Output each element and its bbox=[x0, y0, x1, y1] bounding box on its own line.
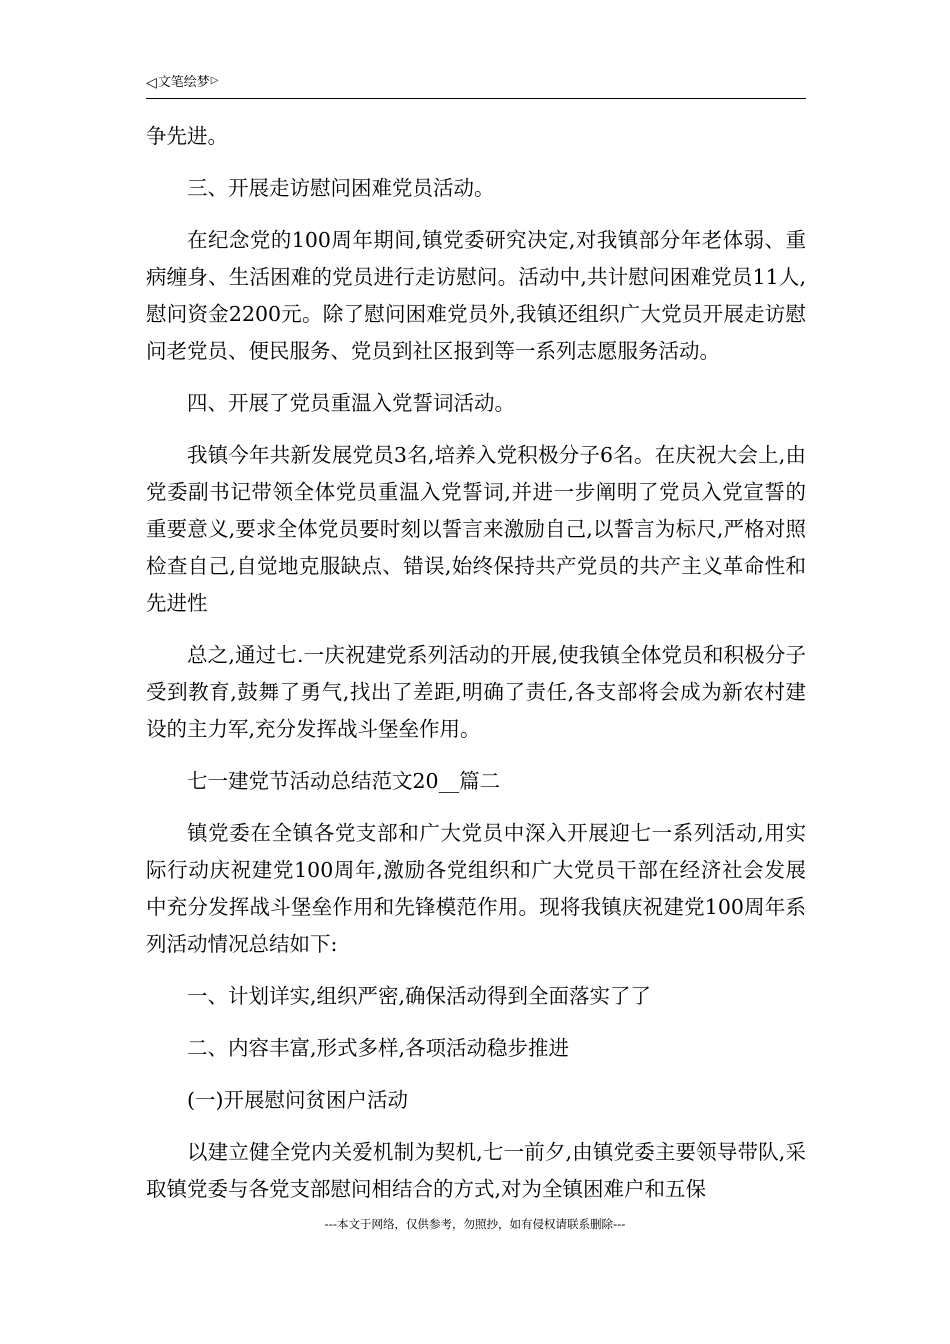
document-body bbox=[146, 118, 806, 1223]
section-heading: 四、开展了党员重温入党誓词活动。 bbox=[187, 391, 515, 415]
paragraph: 以建立健全党内关爱机制为契机,七一前夕,由镇党委主要领导带队,采取镇党委与各党支部慰问相结合的方式,对为全镇困难户和五保 bbox=[146, 1140, 806, 1201]
page-header bbox=[146, 74, 806, 99]
subsection-heading: (一)开展慰问贫困户活动 bbox=[187, 1088, 408, 1112]
paragraph: 争先进。 bbox=[146, 124, 228, 148]
section-heading: 一、计划详实,组织严密,确保活动得到全面落实了了 bbox=[187, 984, 652, 1008]
left-triangle-icon: ◁ bbox=[146, 75, 157, 91]
right-triangle-icon: ▷ bbox=[210, 75, 219, 86]
paragraph: 镇党委在全镇各党支部和广大党员中深入开展迎七一系列活动,用实际行动庆祝建党100周年,激励各党组织和广大党员干部在经济社会发展中充分发挥战斗堡垒作用和先锋模范作用。现将我镇庆祝建党100周年系列活动情况总结如下: bbox=[146, 821, 806, 956]
section-heading: 三、开展走访慰问困难党员活动。 bbox=[187, 176, 495, 200]
section-heading: 二、内容丰富,形式多样,各项活动稳步推进 bbox=[187, 1036, 570, 1060]
page-footer-notice: ---本文于网络，仅供参考，勿照抄，如有侵权请联系删除--- bbox=[324, 1217, 626, 1231]
paragraph: 总之,通过七.一庆祝建党系列活动的开展,使我镇全体党员和积极分子受到教育,鼓舞了勇气,找出了差距,明确了责任,各支部将会成为新农村建设的主力军,充分发挥战斗堡垒作用。 bbox=[146, 643, 806, 741]
paragraph: 我镇今年共新发展党员3名,培养入党积极分子6名。在庆祝大会上,由党委副书记带领全体党员重温入党誓词,并进一步阐明了党员入党宣誓的重要意义,要求全体党员要时刻以誓言来激励自己,以誓言为标尺,严格对照检查自己,自觉地克服缺点、错误,始终保持共产党员的共产主义革命性和先进性 bbox=[146, 443, 806, 615]
article-title: 七一建党节活动总结范文20__篇二 bbox=[187, 769, 501, 793]
header-brand: 文笔绘梦 bbox=[157, 75, 210, 90]
paragraph: 在纪念党的100周年期间,镇党委研究决定,对我镇部分年老体弱、重病缠身、生活困难的党员进行走访慰问。活动中,共计慰问困难党员11人,慰问资金2200元。除了慰问困难党员外,我镇还组织广大党员开展走访慰问老党员、便民服务、党员到社区报到等一系列志愿服务活动。 bbox=[146, 228, 806, 363]
